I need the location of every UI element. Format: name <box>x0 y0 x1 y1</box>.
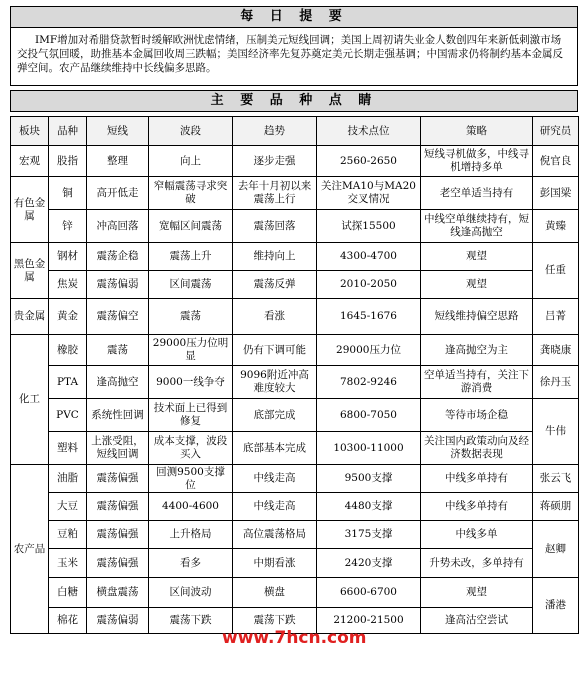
cell-trend: 底部完成 <box>233 399 317 432</box>
table-row <box>11 335 579 366</box>
sector-precious: 贵金属 <box>11 299 49 335</box>
cell-strategy: 关注国内政策动向及经济数据表现 <box>421 432 533 465</box>
table-row <box>11 271 579 299</box>
daily-summary-title: 每 日 提 要 <box>10 6 578 28</box>
cell-strategy: 中线空单继续持有，短线逢高抛空 <box>421 210 533 243</box>
sector-macro: 宏观 <box>11 146 49 177</box>
cell-product: 钢材 <box>49 243 87 271</box>
cell-tech: 4480支撑 <box>317 493 421 521</box>
table-row <box>11 210 579 243</box>
col-header-swing: 波段 <box>149 117 233 146</box>
table-row <box>11 493 579 521</box>
daily-summary-text: IMF增加对希腊贷款暂时缓解欧洲忧虑情绪，压制美元短线回调；美国上周初请失业金人数创四年来新低刺激市场交投气氛回暖，助推基本金属回收周三跌幅；美国经济率先复苏奠定美元长期走强基调；中国需求仍将制约基本金属反弹空间。农产品继续维持中长线偏多思路。 <box>10 28 578 86</box>
cell-analyst: 张云飞 <box>533 465 579 493</box>
cell-swing: 窄幅震荡寻求突破 <box>149 177 233 210</box>
report-sheet <box>10 6 578 634</box>
sector-nonferrous: 有色金属 <box>11 177 49 243</box>
cell-product: PTA <box>49 366 87 399</box>
cell-trend: 中线走高 <box>233 465 317 493</box>
cell-analyst: 龚晓康 <box>533 335 579 366</box>
cell-short: 系统性回调 <box>87 399 149 432</box>
cell-tech: 1645-1676 <box>317 299 421 335</box>
cell-tech: 2420支撑 <box>317 549 421 578</box>
cell-product: 焦炭 <box>49 271 87 299</box>
cell-swing: 4400-4600 <box>149 493 233 521</box>
cell-strategy: 中线多单 <box>421 521 533 549</box>
cell-swing: 9000一线争夺 <box>149 366 233 399</box>
cell-product: 玉米 <box>49 549 87 578</box>
cell-short: 上涨受阻，短线回调 <box>87 432 149 465</box>
cell-short: 震荡偏强 <box>87 549 149 578</box>
col-header-trend: 趋势 <box>233 117 317 146</box>
cell-analyst: 牛伟 <box>533 399 579 465</box>
cell-tech: 关注MA10与MA20交叉情况 <box>317 177 421 210</box>
cell-tech: 3175支撑 <box>317 521 421 549</box>
table-row <box>11 521 579 549</box>
table-row <box>11 432 579 465</box>
cell-short: 震荡偏弱 <box>87 271 149 299</box>
cell-product: 油脂 <box>49 465 87 493</box>
cell-tech: 2010-2050 <box>317 271 421 299</box>
cell-swing: 震荡下跌 <box>149 608 233 634</box>
cell-swing: 区间波动 <box>149 578 233 608</box>
table-row <box>11 399 579 432</box>
col-header-strategy: 策略 <box>421 117 533 146</box>
cell-strategy: 升势未改，多单持有 <box>421 549 533 578</box>
table-row <box>11 243 579 271</box>
cell-tech: 21200-21500 <box>317 608 421 634</box>
key-products-title: 主 要 品 种 点 睛 <box>10 90 578 112</box>
col-header-sector: 板块 <box>11 117 49 146</box>
cell-analyst: 吕菁 <box>533 299 579 335</box>
cell-tech: 2560-2650 <box>317 146 421 177</box>
cell-trend: 仍有下调可能 <box>233 335 317 366</box>
cell-product: 白糖 <box>49 578 87 608</box>
cell-trend: 维持向上 <box>233 243 317 271</box>
cell-short: 冲高回落 <box>87 210 149 243</box>
cell-analyst: 潘港 <box>533 578 579 634</box>
cell-trend: 横盘 <box>233 578 317 608</box>
cell-short: 震荡偏强 <box>87 465 149 493</box>
cell-strategy: 观望 <box>421 578 533 608</box>
cell-trend: 9096附近冲高难度较大 <box>233 366 317 399</box>
cell-product: 橡胶 <box>49 335 87 366</box>
col-header-product: 品种 <box>49 117 87 146</box>
table-row <box>11 549 579 578</box>
col-header-short: 短线 <box>87 117 149 146</box>
cell-short: 震荡偏弱 <box>87 608 149 634</box>
cell-short: 逢高抛空 <box>87 366 149 399</box>
cell-swing: 成本支撑，波段买入 <box>149 432 233 465</box>
cell-trend: 震荡反弹 <box>233 271 317 299</box>
cell-tech: 4300-4700 <box>317 243 421 271</box>
cell-analyst: 蒋硕朋 <box>533 493 579 521</box>
cell-trend: 震荡回落 <box>233 210 317 243</box>
cell-tech: 7802-9246 <box>317 366 421 399</box>
cell-strategy: 逢高抛空为主 <box>421 335 533 366</box>
cell-swing: 看多 <box>149 549 233 578</box>
table-row <box>11 578 579 608</box>
cell-product: 黄金 <box>49 299 87 335</box>
cell-swing: 29000压力位明显 <box>149 335 233 366</box>
cell-tech: 29000压力位 <box>317 335 421 366</box>
cell-trend: 震荡下跌 <box>233 608 317 634</box>
cell-trend: 逐步走强 <box>233 146 317 177</box>
cell-short: 高开低走 <box>87 177 149 210</box>
cell-swing: 震荡 <box>149 299 233 335</box>
cell-strategy: 中线多单持有 <box>421 493 533 521</box>
cell-analyst: 倪官良 <box>533 146 579 177</box>
sector-agri: 农产品 <box>11 465 49 634</box>
products-table <box>10 116 579 634</box>
cell-tech: 6800-7050 <box>317 399 421 432</box>
cell-short: 震荡偏强 <box>87 521 149 549</box>
cell-product: 大豆 <box>49 493 87 521</box>
cell-product: 股指 <box>49 146 87 177</box>
cell-trend: 去年十月初以来震荡上行 <box>233 177 317 210</box>
cell-short: 横盘震荡 <box>87 578 149 608</box>
cell-tech: 9500支撑 <box>317 465 421 493</box>
cell-strategy: 老空单适当持有 <box>421 177 533 210</box>
cell-trend: 中线走高 <box>233 493 317 521</box>
cell-trend: 底部基本完成 <box>233 432 317 465</box>
cell-short: 震荡偏空 <box>87 299 149 335</box>
cell-strategy: 观望 <box>421 271 533 299</box>
cell-short: 震荡 <box>87 335 149 366</box>
table-row <box>11 146 579 177</box>
cell-analyst: 黄臻 <box>533 210 579 243</box>
table-header-row <box>11 117 579 146</box>
cell-swing: 区间震荡 <box>149 271 233 299</box>
cell-strategy: 中线多单持有 <box>421 465 533 493</box>
cell-swing: 上升格局 <box>149 521 233 549</box>
cell-strategy: 空单适当持有，关注下游消费 <box>421 366 533 399</box>
cell-analyst: 徐丹玉 <box>533 366 579 399</box>
cell-analyst: 赵卿 <box>533 521 579 578</box>
cell-product: 塑料 <box>49 432 87 465</box>
cell-swing: 回测9500支撑位 <box>149 465 233 493</box>
cell-analyst: 彭国梁 <box>533 177 579 210</box>
cell-product: PVC <box>49 399 87 432</box>
cell-strategy: 短线维持偏空思路 <box>421 299 533 335</box>
sector-chem: 化工 <box>11 335 49 465</box>
cell-tech: 10300-11000 <box>317 432 421 465</box>
cell-strategy: 逢高沽空尝试 <box>421 608 533 634</box>
cell-swing: 震荡上升 <box>149 243 233 271</box>
cell-tech: 试探15500 <box>317 210 421 243</box>
table-row <box>11 177 579 210</box>
cell-short: 整理 <box>87 146 149 177</box>
cell-product: 铜 <box>49 177 87 210</box>
sector-ferrous: 黑色金属 <box>11 243 49 299</box>
cell-strategy: 观望 <box>421 243 533 271</box>
cell-strategy: 短线寻机做多，中线寻机增持多单 <box>421 146 533 177</box>
cell-tech: 6600-6700 <box>317 578 421 608</box>
cell-strategy: 等待市场企稳 <box>421 399 533 432</box>
cell-analyst: 任重 <box>533 243 579 299</box>
table-row <box>11 366 579 399</box>
table-row <box>11 465 579 493</box>
cell-trend: 看涨 <box>233 299 317 335</box>
cell-trend: 中期看涨 <box>233 549 317 578</box>
cell-swing: 宽幅区间震荡 <box>149 210 233 243</box>
cell-short: 震荡偏强 <box>87 493 149 521</box>
watermark: www.7hcn.com <box>222 628 367 648</box>
table-row <box>11 299 579 335</box>
cell-swing: 向上 <box>149 146 233 177</box>
cell-product: 豆粕 <box>49 521 87 549</box>
col-header-tech: 技术点位 <box>317 117 421 146</box>
cell-trend: 高位震荡格局 <box>233 521 317 549</box>
col-header-analyst: 研究员 <box>533 117 579 146</box>
cell-short: 震荡企稳 <box>87 243 149 271</box>
cell-product: 棉花 <box>49 608 87 634</box>
cell-swing: 技术面上已得到修复 <box>149 399 233 432</box>
cell-product: 锌 <box>49 210 87 243</box>
